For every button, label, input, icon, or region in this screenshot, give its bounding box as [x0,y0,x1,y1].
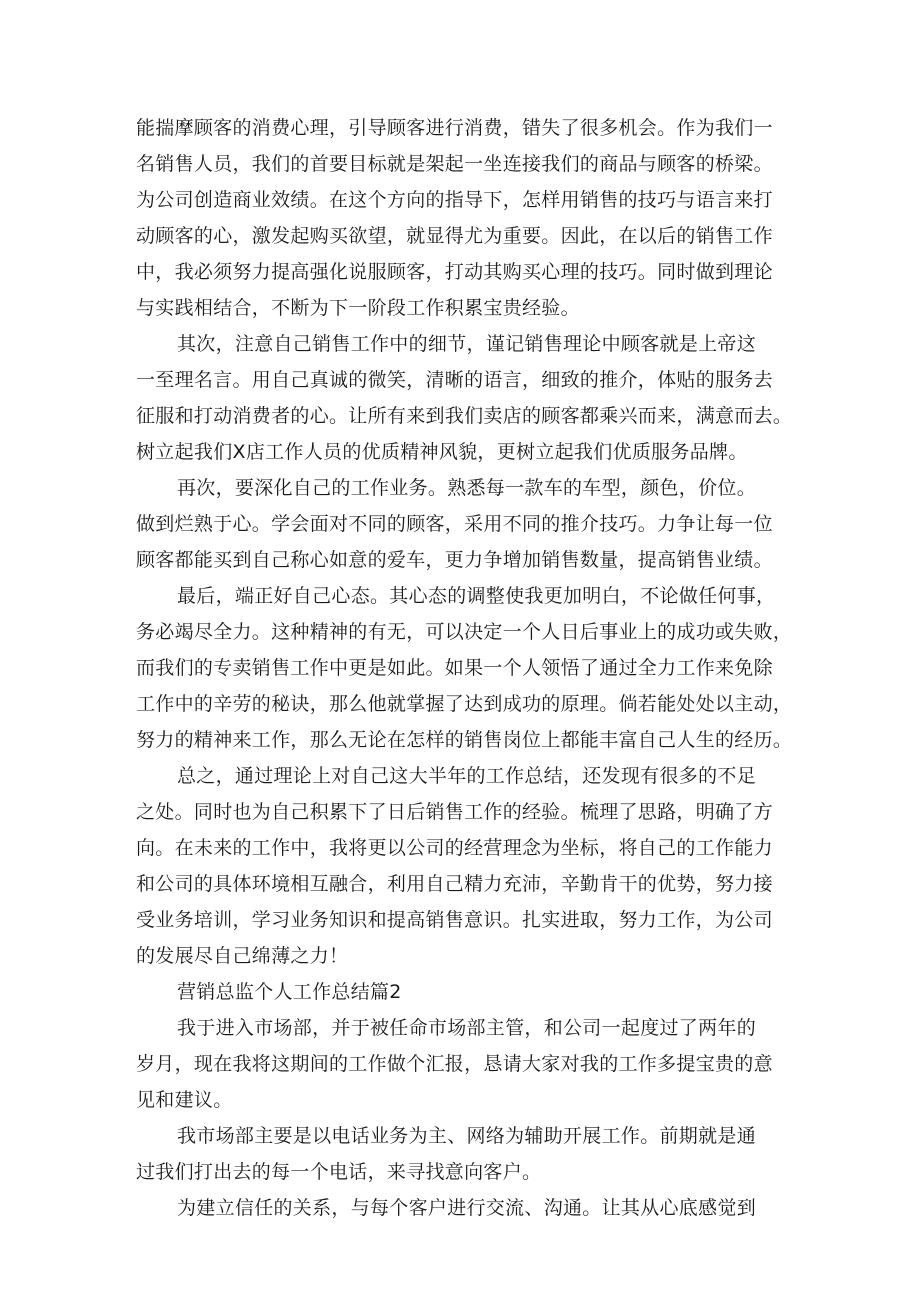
text-line: 的发展尽自己绵薄之力！ [136,945,349,967]
text-line: 受业务培训，学习业务知识和提高销售意识。扎实进取，努力工作，为公司 [136,909,773,931]
text-line: 向。在未来的工作中，我将更以公司的经营理念为坐标，将自己的工作能力 [136,837,773,859]
text-line: 动顾客的心，激发起购买欲望，就显得尤为重要。因此，在以后的销售工作 [136,225,773,247]
text-line: 之处。同时也为自己积累下了日后销售工作的经验。梳理了思路，明确了方 [136,801,773,823]
text-line: 中，我必须努力提高强化说服顾客，打动其购买心理的技巧。同时做到理论 [136,261,773,283]
text-line: 名销售人员，我们的首要目标就是架起一坐连接我们的商品与顾客的桥梁。 [136,153,773,175]
text-line: 和公司的具体环境相互融合，利用自己精力充沛，辛勤肯干的优势，努力接 [136,873,773,895]
paragraph-first-line: 总之，通过理论上对自己这大半年的工作总结，还发现有很多的不足 [177,765,757,787]
text-line: 努力的精神来工作，那么无论在怎样的销售岗位上都能丰富自己人生的经历。 [136,729,793,751]
paragraph-first-line: 再次，要深化自己的工作业务。熟悉每一款车的车型，颜色，价位。 [177,477,757,499]
text-line: 树立起我们X店工作人员的优质精神风貌，更树立起我们优质服务品牌。 [136,441,748,463]
text-line: 与实践相结合，不断为下一阶段工作积累宝贵经验。 [136,297,580,319]
paragraph-first-line: 为建立信任的关系，与每个客户进行交流、沟通。让其从心底感觉到 [177,1197,757,1219]
text-line: 为公司创造商业效绩。在这个方向的指导下，怎样用销售的技巧与语言来打 [136,189,773,211]
text-line: 岁月，现在我将这期间的工作做个汇报，恳请大家对我的工作多提宝贵的意 [136,1053,773,1075]
text-line: 能揣摩顾客的消费心理，引导顾客进行消费，错失了很多机会。作为我们一 [136,117,773,139]
text-line: 见和建议。 [136,1089,233,1111]
text-line: 而我们的专卖销售工作中更是如此。如果一个人领悟了通过全力工作来免除 [136,657,773,679]
paragraph-first-line: 我于进入市场部，并于被任命市场部主管，和公司一起度过了两年的 [177,1017,757,1039]
text-line: 过我们打出去的每一个电话，来寻找意向客户。 [136,1161,542,1183]
text-line: 征服和打动消费者的心。让所有来到我们卖店的顾客都乘兴而来，满意而去。 [136,405,793,427]
text-line: 做到烂熟于心。学会面对不同的顾客，采用不同的推介技巧。力争让每一位 [136,513,773,535]
paragraph-first-line: 其次，注意自己销售工作中的细节，谨记销售理论中顾客就是上帝这 [177,333,757,355]
paragraph-first-line: 最后，端正好自己心态。其心态的调整使我更加明白，不论做任何事， [177,585,776,607]
text-line: 务必竭尽全力。这种精神的有无，可以决定一个人日后事业上的成功或失败， [136,621,793,643]
text-line: 工作中的辛劳的秘诀，那么他就掌握了达到成功的原理。倘若能处处以主动， [136,693,793,715]
text-line: 一至理名言。用自己真诚的微笑，清晰的语言，细致的推介，体贴的服务去 [136,369,773,391]
section-heading: 营销总监个人工作总结篇2 [177,981,402,1003]
text-line: 顾客都能买到自己称心如意的爱车，更力争增加销售数量，提高销售业绩。 [136,549,773,571]
paragraph-first-line: 我市场部主要是以电话业务为主、网络为辅助开展工作。前期就是通 [177,1125,757,1147]
